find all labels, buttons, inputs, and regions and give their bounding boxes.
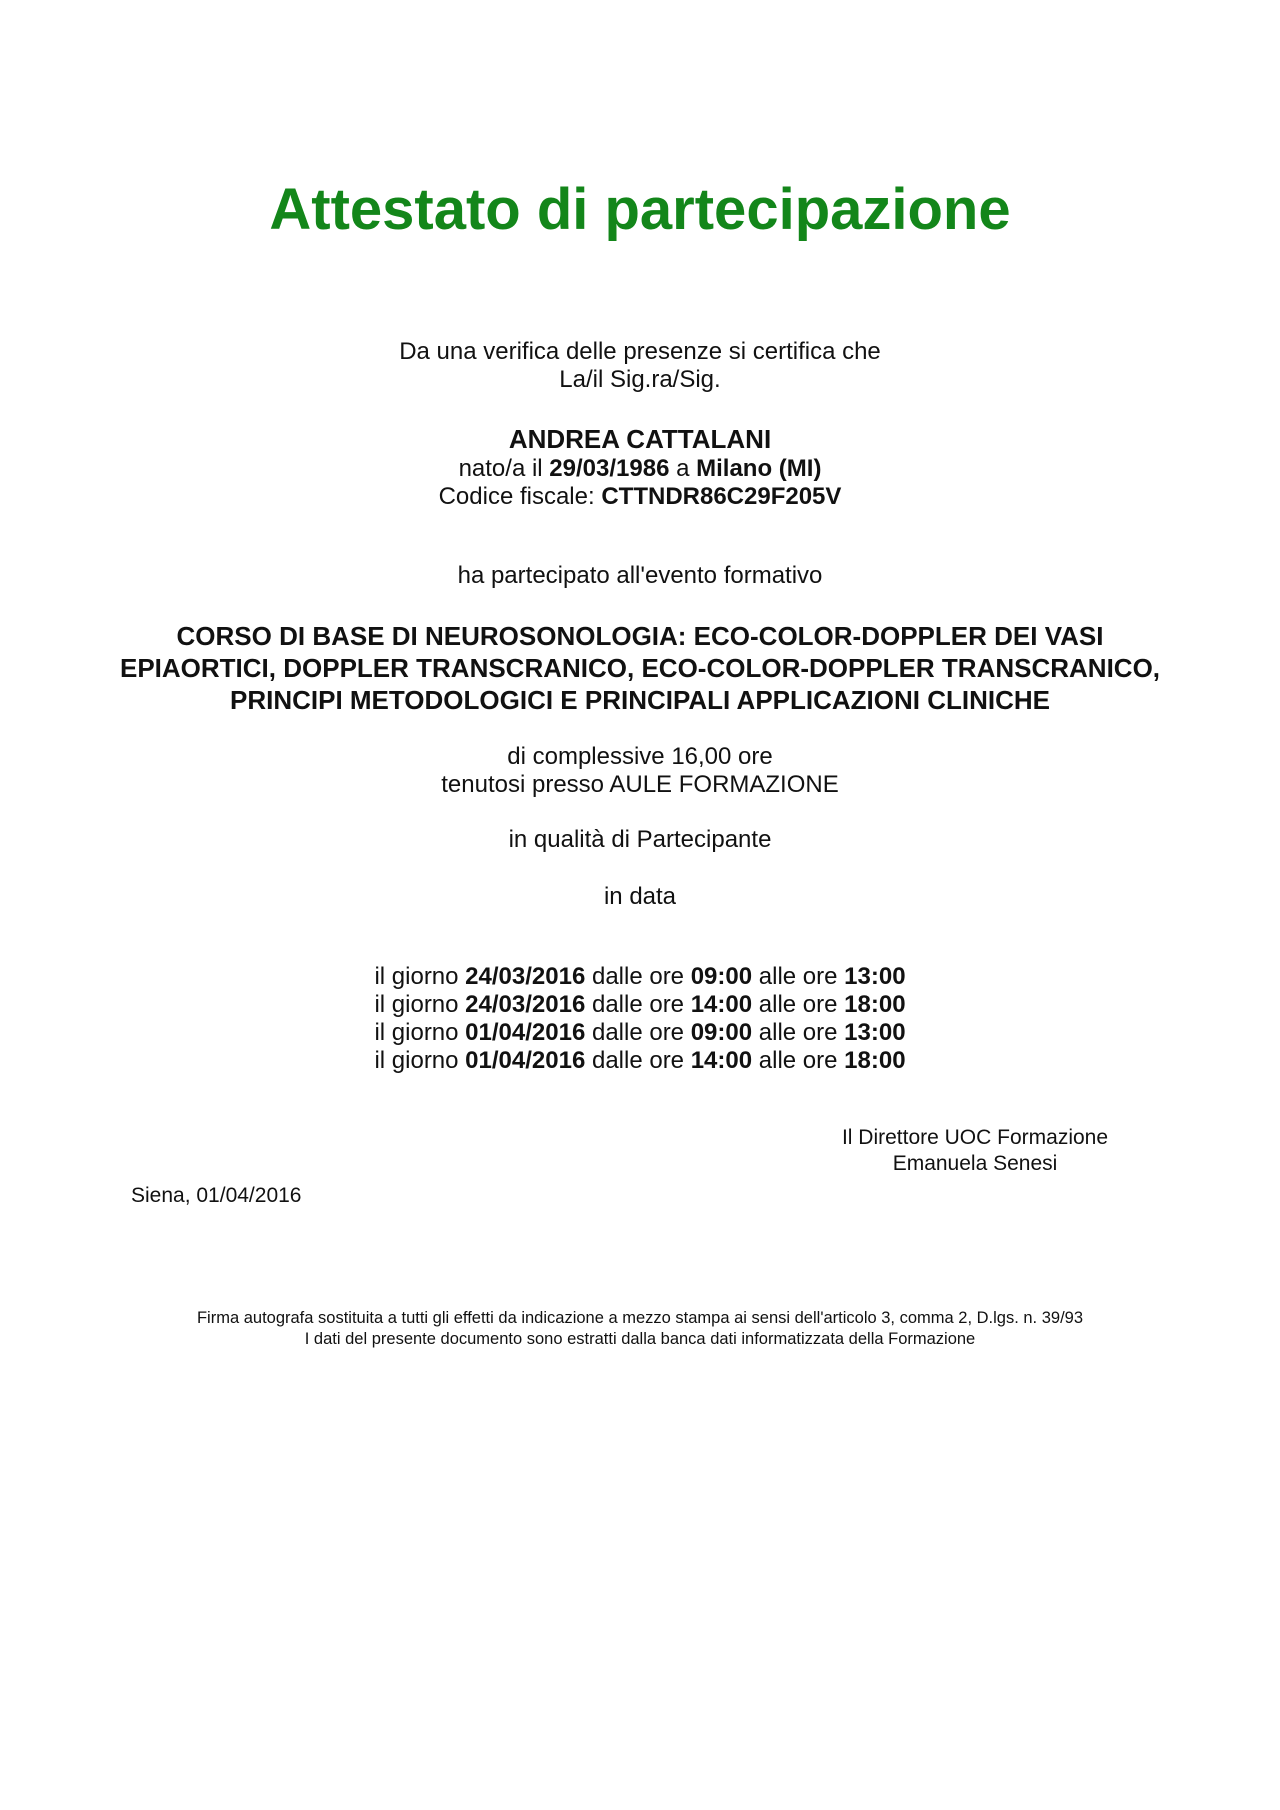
hours-line: di complessive 16,00 ore	[507, 743, 773, 770]
session-end: 13:00	[844, 1019, 906, 1046]
birth-place: Milano (MI)	[696, 455, 822, 482]
session-start: 09:00	[690, 1019, 753, 1046]
session-start: 09:00	[690, 963, 753, 990]
session-from-label: dalle ore	[591, 963, 685, 990]
session-day-label: il giorno	[374, 963, 459, 990]
session-end: 18:00	[844, 1047, 906, 1074]
footer-notes	[0, 1308, 1280, 1350]
sessions-list	[0, 963, 1280, 1075]
session-row	[0, 1019, 1280, 1047]
session-row	[0, 1047, 1280, 1075]
place-date: Siena, 01/04/2016	[131, 1184, 302, 1207]
session-to-label: alle ore	[758, 1019, 838, 1046]
tax-code-label: Codice fiscale:	[438, 483, 595, 510]
session-from-label: dalle ore	[591, 1019, 685, 1046]
session-from-label: dalle ore	[591, 991, 685, 1018]
session-row	[0, 963, 1280, 991]
session-date: 01/04/2016	[465, 1019, 586, 1046]
session-date: 24/03/2016	[465, 991, 586, 1018]
birth-line	[0, 455, 1280, 483]
certificate-title: Attestato di partecipazione	[269, 177, 1011, 242]
session-to-label: alle ore	[758, 1047, 838, 1074]
participant-block	[0, 424, 1280, 511]
intro-line-2: La/il Sig.ra/Sig.	[559, 366, 721, 393]
session-date: 01/04/2016	[465, 1047, 586, 1074]
participant-name: ANDREA CATTALANI	[508, 424, 772, 454]
birth-date: 29/03/1986	[549, 455, 670, 482]
course-line-3: PRINCIPI METODOLOGICI E PRINCIPALI APPLICAZIONI CLINICHE	[229, 685, 1050, 715]
date-intro: in data	[603, 883, 677, 910]
director-signature	[830, 1125, 1120, 1177]
tax-code: CTTNDR86C29F205V	[601, 483, 842, 510]
session-from-label: dalle ore	[591, 1047, 685, 1074]
tax-code-line	[0, 483, 1280, 511]
footer-line-2: I dati del presente documento sono estratti dalla banca dati informatizzata della Formazione	[304, 1330, 976, 1348]
born-prefix: nato/a il	[458, 455, 543, 482]
born-place-prefix: a	[676, 455, 690, 482]
session-end: 18:00	[844, 991, 906, 1018]
course-line-1: CORSO DI BASE DI NEUROSONOLOGIA: ECO-COLOR-DOPPLER DEI VASI	[176, 621, 1104, 651]
session-to-label: alle ore	[758, 963, 838, 990]
session-start: 14:00	[690, 1047, 753, 1074]
session-day-label: il giorno	[374, 1047, 459, 1074]
session-to-label: alle ore	[758, 991, 838, 1018]
hours-block	[0, 743, 1280, 799]
location-line: tenutosi presso AULE FORMAZIONE	[441, 771, 839, 798]
role-line: in qualità di Partecipante	[508, 826, 772, 853]
director-title: Il Direttore UOC Formazione	[841, 1126, 1109, 1149]
session-start: 14:00	[690, 991, 753, 1018]
participated-text: ha partecipato all'evento formativo	[457, 562, 823, 589]
session-day-label: il giorno	[374, 991, 459, 1018]
course-line-2: EPIAORTICI, DOPPLER TRANSCRANICO, ECO-COLOR-DOPPLER TRANSCRANICO,	[119, 653, 1161, 683]
intro-block	[0, 338, 1280, 394]
session-date: 24/03/2016	[465, 963, 586, 990]
course-title	[0, 620, 1280, 716]
session-end: 13:00	[844, 963, 906, 990]
intro-line-1: Da una verifica delle presenze si certifica che	[399, 338, 881, 365]
director-name: Emanuela Senesi	[892, 1152, 1058, 1175]
session-row	[0, 991, 1280, 1019]
session-day-label: il giorno	[374, 1019, 459, 1046]
footer-line-1: Firma autografa sostituita a tutti gli effetti da indicazione a mezzo stampa ai sensi dell'articolo 3, comma 2, D.lgs. n. 39/93	[196, 1309, 1084, 1327]
